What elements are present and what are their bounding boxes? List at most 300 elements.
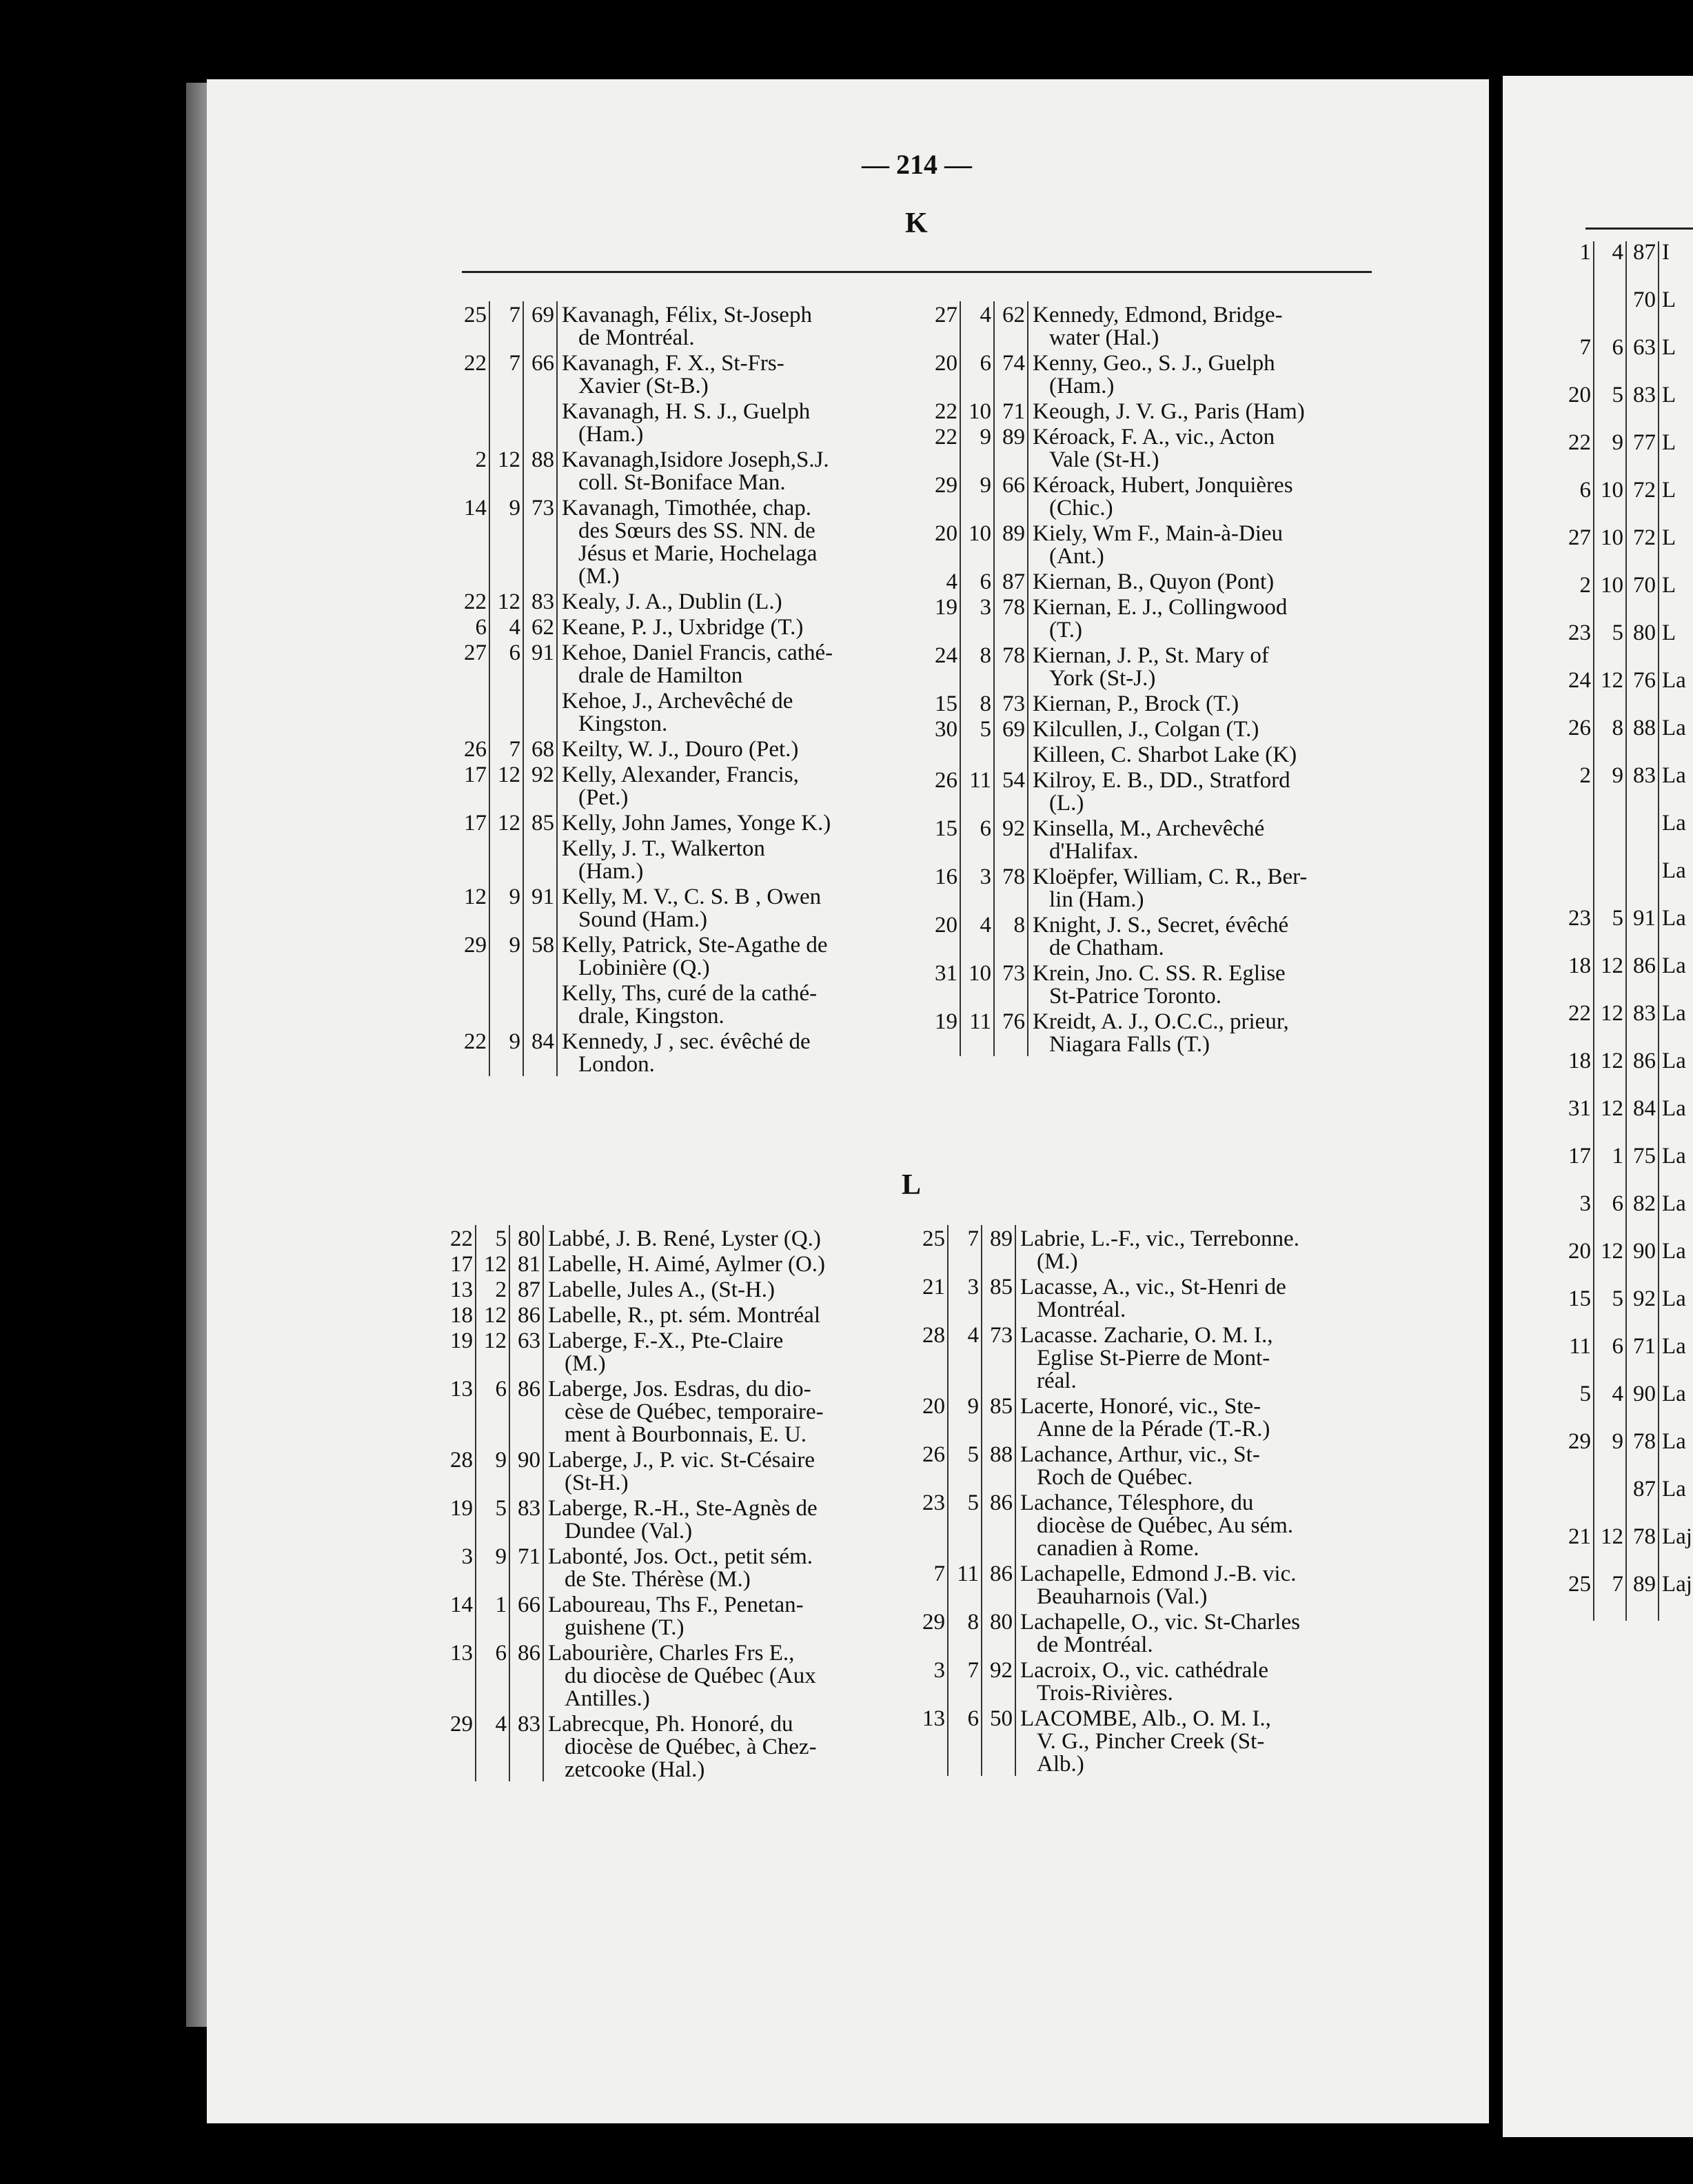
entry-day: 28 [913, 1322, 948, 1347]
entry-text: des Sœurs des SS. NN. de [578, 518, 815, 543]
entry-year: 91 [523, 883, 557, 909]
directory-entry-line [913, 1682, 1382, 1705]
entry-year: 78 [1626, 1526, 1659, 1573]
entry-text: L [1662, 574, 1676, 598]
entry-text: Kelly, Patrick, Ste-Agathe de [562, 933, 828, 958]
directory-entry-line [441, 1591, 910, 1617]
entry-text: Kiernan, B., Quyon (Pont) [1033, 569, 1275, 594]
facing-entry [1565, 1240, 1692, 1288]
directory-entry-line [926, 741, 1388, 767]
entry-day [455, 860, 489, 883]
directory-entry-line [441, 1736, 910, 1759]
entry-month: 7 [948, 1225, 982, 1251]
entry-day [926, 545, 960, 568]
entry-year [982, 1730, 1015, 1753]
entry-text: La [1662, 907, 1686, 931]
entry-year: 68 [523, 736, 557, 761]
entry-year [994, 449, 1028, 472]
entry-day: 25 [455, 301, 489, 327]
entry-month [948, 1586, 982, 1608]
directory-entry-line [455, 375, 917, 398]
entry-text: de Montréal. [578, 325, 695, 350]
entry-text: Killeen, C. Sharbot Lake (K) [1033, 742, 1297, 767]
entry-year [982, 1370, 1015, 1393]
entry-day: 21 [1565, 1526, 1594, 1573]
entry-text: La [1662, 765, 1686, 788]
entry-text: (Ham.) [578, 859, 644, 884]
directory-entry-line [441, 1665, 910, 1688]
entry-text: Lacasse. Zacharie, O. M. I., [1020, 1323, 1273, 1348]
entry-text: de Montréal. [1037, 1632, 1153, 1657]
directory-entry-line [926, 767, 1388, 792]
entry-text: (T.) [1049, 618, 1082, 643]
entry-year [523, 909, 557, 931]
directory-entry-line [441, 1375, 910, 1401]
directory-entry-line [455, 1005, 917, 1028]
entry-day [455, 909, 489, 931]
directory-entry-line [455, 398, 917, 423]
entry-year: 8 [994, 911, 1028, 937]
entry-day [1565, 1478, 1594, 1526]
directory-entry-line [441, 1520, 910, 1543]
facing-entry [1565, 765, 1692, 812]
entry-month [1594, 1478, 1626, 1526]
entry-month: 4 [960, 911, 994, 937]
entry-text: Kiernan, E. J., Collingwood [1033, 595, 1288, 620]
entry-day: 15 [1565, 1288, 1594, 1335]
entry-month [1594, 860, 1626, 907]
entry-day [441, 1353, 476, 1375]
entry-day [455, 472, 489, 494]
entry-text: Anne de la Pérade (T.-R.) [1037, 1417, 1270, 1442]
directory-entry-line [926, 642, 1388, 667]
entry-day: 27 [926, 301, 960, 327]
facing-entry [1565, 289, 1692, 336]
entry-text: Lacasse, A., vic., St-Henri de [1020, 1275, 1286, 1300]
facing-entry [1565, 907, 1692, 955]
entry-month [476, 1424, 509, 1446]
entry-month [489, 665, 523, 687]
entry-year: 73 [994, 690, 1028, 716]
entry-month: 5 [1594, 622, 1626, 669]
entry-day: 30 [926, 716, 960, 741]
entry-year: 66 [994, 472, 1028, 497]
entry-month [476, 1472, 509, 1495]
entry-text: Kennedy, Edmond, Bridge- [1033, 303, 1283, 327]
directory-entry-line [455, 423, 917, 446]
entry-text: Montréal. [1037, 1297, 1126, 1322]
directory-entry-line [455, 980, 917, 1005]
entry-text: Kiernan, P., Brock (T.) [1033, 691, 1239, 716]
entry-year: 88 [1626, 717, 1659, 765]
entry-day: 28 [441, 1446, 476, 1472]
entry-day: 20 [1565, 1240, 1594, 1288]
directory-entry-line [926, 398, 1388, 423]
entry-day: 3 [441, 1543, 476, 1568]
entry-text: du diocèse de Québec (Aux [565, 1664, 816, 1688]
directory-entry-line [926, 815, 1388, 840]
entry-text: Kéroack, Hubert, Jonquières [1033, 473, 1293, 498]
directory-entry-line [455, 472, 917, 494]
directory-entry-line [441, 1302, 910, 1327]
entry-year [994, 497, 1028, 520]
entry-year [509, 1688, 543, 1710]
entry-text: Antilles.) [565, 1686, 650, 1711]
section-heading-l: L [902, 1169, 923, 1201]
entry-month [489, 957, 523, 980]
entry-year [994, 375, 1028, 398]
entry-month [489, 860, 523, 883]
entry-text: L [1662, 384, 1676, 407]
entry-day [926, 1033, 960, 1056]
entry-day [441, 1736, 476, 1759]
entry-month: 5 [960, 716, 994, 741]
entry-year [523, 860, 557, 883]
directory-entry-line [913, 1322, 1382, 1347]
entry-day: 19 [926, 1008, 960, 1033]
facing-entry [1565, 1335, 1692, 1383]
directory-entry-line [441, 1251, 910, 1276]
entry-text: La [1662, 1193, 1686, 1216]
entry-month: 4 [1594, 1383, 1626, 1430]
entry-year: 73 [523, 494, 557, 520]
entry-day: 19 [441, 1495, 476, 1520]
directory-entry-line [926, 889, 1388, 911]
entry-month [476, 1353, 509, 1375]
directory-entry-line [455, 761, 917, 787]
entry-text: Kavanagh, Timothée, chap. [562, 496, 812, 520]
directory-entry-line [926, 449, 1388, 472]
entry-day [455, 665, 489, 687]
entry-day [913, 1370, 948, 1393]
directory-entry-line [926, 568, 1388, 594]
entry-month [489, 909, 523, 931]
entry-year [982, 1634, 1015, 1657]
entry-day [913, 1347, 948, 1370]
entry-month: 11 [960, 1008, 994, 1033]
directory-entry-line [913, 1418, 1382, 1441]
entry-year: 71 [1626, 1335, 1659, 1383]
entry-text: Kavanagh,Isidore Joseph,S.J. [562, 447, 829, 472]
entry-day: 13 [913, 1705, 948, 1730]
entry-month: 5 [1594, 907, 1626, 955]
entry-month [960, 497, 994, 520]
directory-entry-line [926, 716, 1388, 741]
entry-month: 6 [1594, 336, 1626, 384]
directory-entry-line [441, 1276, 910, 1302]
entry-year [994, 741, 1028, 767]
entry-text: Laj [1662, 1573, 1692, 1597]
entry-day: 20 [926, 520, 960, 545]
directory-entry-line [441, 1353, 910, 1375]
entry-month: 6 [476, 1375, 509, 1401]
entry-text: (Pet.) [578, 785, 629, 810]
entry-day [1565, 812, 1594, 860]
entry-month: 12 [489, 761, 523, 787]
entry-month: 2 [476, 1276, 509, 1302]
directory-entry-line [926, 985, 1388, 1008]
entry-month: 12 [476, 1327, 509, 1353]
directory-entry-line [926, 423, 1388, 449]
entry-year: 63 [509, 1327, 543, 1353]
entry-year: 86 [509, 1302, 543, 1327]
directory-entry-line [441, 1424, 910, 1446]
entry-day [441, 1424, 476, 1446]
entry-text: La [1662, 1098, 1686, 1121]
entry-text: LACOMBE, Alb., O. M. I., [1020, 1706, 1271, 1731]
facing-entry [1565, 432, 1692, 479]
entry-text: (Ham.) [1049, 374, 1115, 398]
entry-day: 31 [926, 960, 960, 985]
entry-year: 74 [994, 350, 1028, 375]
entry-month [476, 1617, 509, 1639]
entry-year [523, 423, 557, 446]
directory-entry-line [441, 1543, 910, 1568]
entry-year: 69 [523, 301, 557, 327]
directory-entry-line [913, 1441, 1382, 1466]
entry-year: 78 [994, 863, 1028, 889]
entry-day [441, 1520, 476, 1543]
entry-month: 11 [960, 767, 994, 792]
entry-year [523, 957, 557, 980]
entry-day [913, 1634, 948, 1657]
entry-month [489, 687, 523, 713]
directory-entry-line [455, 565, 917, 588]
entry-day: 25 [1565, 1573, 1594, 1621]
entry-day [926, 792, 960, 815]
entry-text: Roch de Québec. [1037, 1465, 1193, 1490]
entry-year: 54 [994, 767, 1028, 792]
entry-text: London. [578, 1052, 655, 1077]
entry-year [994, 889, 1028, 911]
entry-text: Kavanagh, H. S. J., Guelph [562, 399, 811, 424]
facing-page-rule [1585, 228, 1693, 230]
entry-day: 25 [913, 1225, 948, 1251]
entry-year [982, 1682, 1015, 1705]
entry-month: 6 [1594, 1335, 1626, 1383]
entry-month: 8 [960, 690, 994, 716]
entry-text: Kennedy, J , sec. évêché de [562, 1029, 811, 1054]
entry-year: 85 [982, 1393, 1015, 1418]
entry-year: 77 [1626, 432, 1659, 479]
entry-year: 73 [982, 1322, 1015, 1347]
entry-year [982, 1251, 1015, 1273]
entry-text: Labourière, Charles Frs E., [548, 1641, 795, 1666]
entry-month: 12 [1594, 1002, 1626, 1050]
entry-year: 88 [982, 1441, 1015, 1466]
directory-entry-line [926, 301, 1388, 327]
entry-year: 62 [994, 301, 1028, 327]
entry-day [926, 741, 960, 767]
entry-month: 9 [1594, 1430, 1626, 1478]
directory-entry-line [441, 1617, 910, 1639]
entry-text: Laj [1662, 1526, 1692, 1549]
entry-text: guishene (T.) [565, 1615, 685, 1640]
entry-day [455, 375, 489, 398]
entry-text: ment à Bourbonnais, E. U. [565, 1422, 807, 1447]
entry-month: 10 [1594, 527, 1626, 574]
entry-text: Kilroy, E. B., DD., Stratford [1033, 768, 1290, 793]
directory-entry-line [455, 327, 917, 350]
entry-day: 3 [1565, 1193, 1594, 1240]
entry-day [926, 375, 960, 398]
entry-year: 86 [509, 1375, 543, 1401]
directory-entry-line [455, 520, 917, 543]
entry-month: 6 [960, 815, 994, 840]
entry-day: 17 [455, 809, 489, 835]
entry-month: 9 [960, 472, 994, 497]
entry-year [982, 1299, 1015, 1322]
entry-year: 83 [1626, 765, 1659, 812]
entry-text: L [1662, 336, 1676, 360]
entry-month [476, 1736, 509, 1759]
entry-month: 7 [489, 301, 523, 327]
entry-text: (M.) [578, 564, 620, 589]
entry-text: Kingston. [578, 711, 668, 736]
entry-text: Kinsella, M., Archevêché [1033, 816, 1265, 841]
entry-month: 6 [1594, 1193, 1626, 1240]
entry-text: Kehoe, Daniel Francis, cathé- [562, 640, 833, 665]
entry-month: 9 [1594, 765, 1626, 812]
entry-year: 73 [994, 960, 1028, 985]
entry-day [926, 327, 960, 350]
entry-year: 50 [982, 1705, 1015, 1730]
entry-text: La [1662, 860, 1686, 883]
entry-day: 23 [1565, 622, 1594, 669]
directory-entry-line [913, 1370, 1382, 1393]
entry-text: Lachapelle, Edmond J.-B. vic. [1020, 1561, 1297, 1586]
directory-entry-line [913, 1273, 1382, 1299]
entry-year: 72 [1626, 479, 1659, 527]
entry-day: 23 [1565, 907, 1594, 955]
entry-year [509, 1353, 543, 1375]
entry-day: 19 [441, 1327, 476, 1353]
directory-entry-line [926, 619, 1388, 642]
entry-text: cèse de Québec, temporaire- [565, 1399, 824, 1424]
entry-year: 78 [994, 642, 1028, 667]
entry-year: 58 [523, 931, 557, 957]
entry-month [489, 423, 523, 446]
entry-day: 20 [926, 350, 960, 375]
facing-entry [1565, 574, 1692, 622]
entry-year: 86 [982, 1560, 1015, 1586]
entry-day: 26 [1565, 717, 1594, 765]
entry-month: 8 [1594, 717, 1626, 765]
entry-month: 12 [1594, 1526, 1626, 1573]
entry-text: La [1662, 1430, 1686, 1454]
entry-day [441, 1688, 476, 1710]
entry-month [948, 1370, 982, 1393]
directory-entry-line [926, 545, 1388, 568]
directory-entry-line [926, 594, 1388, 619]
entry-month [489, 713, 523, 736]
entry-day [455, 1053, 489, 1076]
entry-day: 24 [926, 642, 960, 667]
entry-day: 18 [1565, 1050, 1594, 1098]
entry-day: 17 [1565, 1145, 1594, 1193]
entry-day [455, 835, 489, 860]
entry-month [960, 545, 994, 568]
entry-month [960, 840, 994, 863]
entry-month [476, 1520, 509, 1543]
entry-year [994, 327, 1028, 350]
directory-entry-line [926, 327, 1388, 350]
entry-text: Laberge, Jos. Esdras, du dio- [548, 1377, 811, 1402]
directory-entry-line [913, 1586, 1382, 1608]
entry-day [913, 1586, 948, 1608]
entry-text: Lachance, Télesphore, du [1020, 1490, 1254, 1515]
entry-month: 12 [1594, 1098, 1626, 1145]
entry-day: 21 [913, 1273, 948, 1299]
facing-entry [1565, 812, 1692, 860]
entry-month: 12 [1594, 1240, 1626, 1288]
entry-day: 26 [913, 1441, 948, 1466]
entry-day: 29 [441, 1710, 476, 1736]
entry-month: 12 [476, 1302, 509, 1327]
entry-month [948, 1753, 982, 1776]
entry-month: 3 [948, 1273, 982, 1299]
entry-year: 83 [509, 1495, 543, 1520]
entry-year: 82 [1626, 1193, 1659, 1240]
entry-day [455, 980, 489, 1005]
directory-entry-line [926, 472, 1388, 497]
entry-day: 2 [1565, 765, 1594, 812]
entry-year [509, 1736, 543, 1759]
entry-day: 23 [913, 1489, 948, 1515]
entry-day [455, 398, 489, 423]
facing-entry [1565, 1145, 1692, 1193]
directory-entry-line [455, 787, 917, 809]
entry-year: 76 [1626, 669, 1659, 717]
entry-text: Trois-Rivières. [1037, 1681, 1173, 1706]
entry-text: Kéroack, F. A., vic., Acton [1033, 425, 1275, 449]
entry-day [455, 787, 489, 809]
entry-day: 22 [455, 1028, 489, 1053]
entry-year [994, 619, 1028, 642]
entry-year: 71 [994, 398, 1028, 423]
facing-entry [1565, 1002, 1692, 1050]
entry-day [926, 497, 960, 520]
entry-month: 6 [960, 568, 994, 594]
entry-day: 22 [926, 423, 960, 449]
entry-month [960, 327, 994, 350]
entry-text: coll. St-Boniface Man. [578, 470, 786, 495]
entry-text: Lacroix, O., vic. cathédrale [1020, 1658, 1269, 1683]
directory-entry-line [926, 690, 1388, 716]
entry-year: 85 [982, 1273, 1015, 1299]
facing-entry [1565, 1526, 1692, 1573]
facing-entry [1565, 527, 1692, 574]
directory-entry-line [455, 446, 917, 472]
entry-year: 89 [982, 1225, 1015, 1251]
entry-day: 22 [926, 398, 960, 423]
entry-text: Dundee (Val.) [565, 1519, 693, 1544]
entry-day: 4 [926, 568, 960, 594]
entry-year: 75 [1626, 1145, 1659, 1193]
entry-day: 20 [1565, 384, 1594, 432]
directory-entry-line [455, 350, 917, 375]
directory-entry-line [913, 1299, 1382, 1322]
entry-day: 22 [441, 1225, 476, 1251]
entry-month: 10 [1594, 574, 1626, 622]
directory-entry-line [455, 909, 917, 931]
entry-year: 80 [982, 1608, 1015, 1634]
entry-month [960, 937, 994, 960]
facing-entry [1565, 384, 1692, 432]
entry-day: 29 [1565, 1430, 1594, 1478]
entry-day [926, 667, 960, 690]
entry-day: 24 [1565, 669, 1594, 717]
